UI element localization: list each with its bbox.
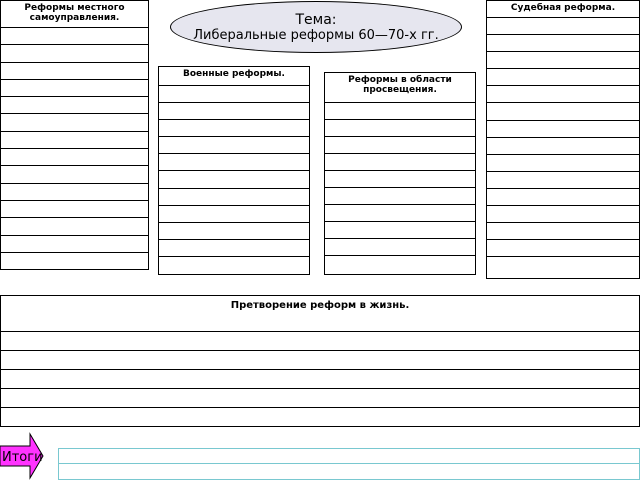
implementation-table xyxy=(0,295,640,427)
table-row[interactable] xyxy=(159,171,309,188)
table-row[interactable] xyxy=(487,189,639,206)
table-row[interactable] xyxy=(1,389,639,408)
judicial-reform-table xyxy=(486,0,640,279)
table-row[interactable] xyxy=(159,206,309,223)
table-row[interactable] xyxy=(159,103,309,120)
table-row[interactable] xyxy=(487,121,639,138)
table-row[interactable] xyxy=(159,240,309,257)
education-reforms-table xyxy=(324,72,476,275)
table-row[interactable] xyxy=(325,222,475,239)
table-row[interactable] xyxy=(1,184,148,201)
table-row[interactable] xyxy=(1,114,148,131)
table-row[interactable] xyxy=(1,253,148,270)
table-row[interactable] xyxy=(159,86,309,103)
table-row[interactable] xyxy=(1,370,639,389)
table-row[interactable] xyxy=(1,80,148,97)
table-row[interactable] xyxy=(487,35,639,52)
table-row[interactable] xyxy=(1,166,148,183)
table-row[interactable] xyxy=(325,103,475,120)
implementation-header: Претворение реформ в жизнь. xyxy=(1,296,639,332)
table-row[interactable] xyxy=(487,206,639,223)
table-row[interactable] xyxy=(325,154,475,171)
table-row[interactable] xyxy=(1,97,148,114)
table-row[interactable] xyxy=(159,137,309,154)
results-button[interactable] xyxy=(0,432,44,480)
table-row[interactable] xyxy=(1,408,639,427)
bottom-notes-grid xyxy=(58,448,640,480)
table-row[interactable] xyxy=(325,120,475,137)
table-row[interactable] xyxy=(325,137,475,154)
topic-ellipse xyxy=(170,1,462,53)
grid-line xyxy=(59,463,639,464)
table-row[interactable] xyxy=(487,69,639,86)
table-row[interactable] xyxy=(487,86,639,103)
results-button-label: Итоги xyxy=(2,450,43,465)
table-row[interactable] xyxy=(325,239,475,256)
table-row[interactable] xyxy=(487,240,639,257)
table-row[interactable] xyxy=(159,189,309,206)
table-row[interactable] xyxy=(1,149,148,166)
table-row[interactable] xyxy=(487,155,639,172)
military-reforms-header: Военные реформы. xyxy=(159,67,309,86)
table-row[interactable] xyxy=(1,351,639,370)
table-row[interactable] xyxy=(487,223,639,240)
table-row[interactable] xyxy=(1,132,148,149)
table-row[interactable] xyxy=(487,52,639,69)
table-row[interactable] xyxy=(1,45,148,62)
table-row[interactable] xyxy=(1,332,639,351)
judicial-reform-header: Судебная реформа. xyxy=(487,1,639,18)
table-row[interactable] xyxy=(487,172,639,189)
table-row[interactable] xyxy=(487,138,639,155)
table-row[interactable] xyxy=(487,103,639,120)
table-row[interactable] xyxy=(325,188,475,205)
table-row[interactable] xyxy=(1,63,148,80)
table-row[interactable] xyxy=(159,120,309,137)
table-row[interactable] xyxy=(487,257,639,274)
table-row[interactable] xyxy=(1,236,148,253)
topic-title: Либеральные реформы 60—70-х гг. xyxy=(193,28,439,43)
table-row[interactable] xyxy=(1,218,148,235)
topic-label: Тема: xyxy=(295,12,337,28)
table-row[interactable] xyxy=(487,18,639,35)
military-reforms-table xyxy=(158,66,310,275)
table-row[interactable] xyxy=(325,171,475,188)
table-row[interactable] xyxy=(159,154,309,171)
table-row[interactable] xyxy=(159,257,309,274)
table-row[interactable] xyxy=(325,256,475,273)
table-row[interactable] xyxy=(159,223,309,240)
local-government-table xyxy=(0,0,149,270)
table-row[interactable] xyxy=(325,205,475,222)
education-reforms-header: Реформы в области просвещения. xyxy=(325,73,475,103)
local-government-header: Реформы местного самоуправления. xyxy=(1,1,148,28)
table-row[interactable] xyxy=(1,28,148,45)
table-row[interactable] xyxy=(1,201,148,218)
